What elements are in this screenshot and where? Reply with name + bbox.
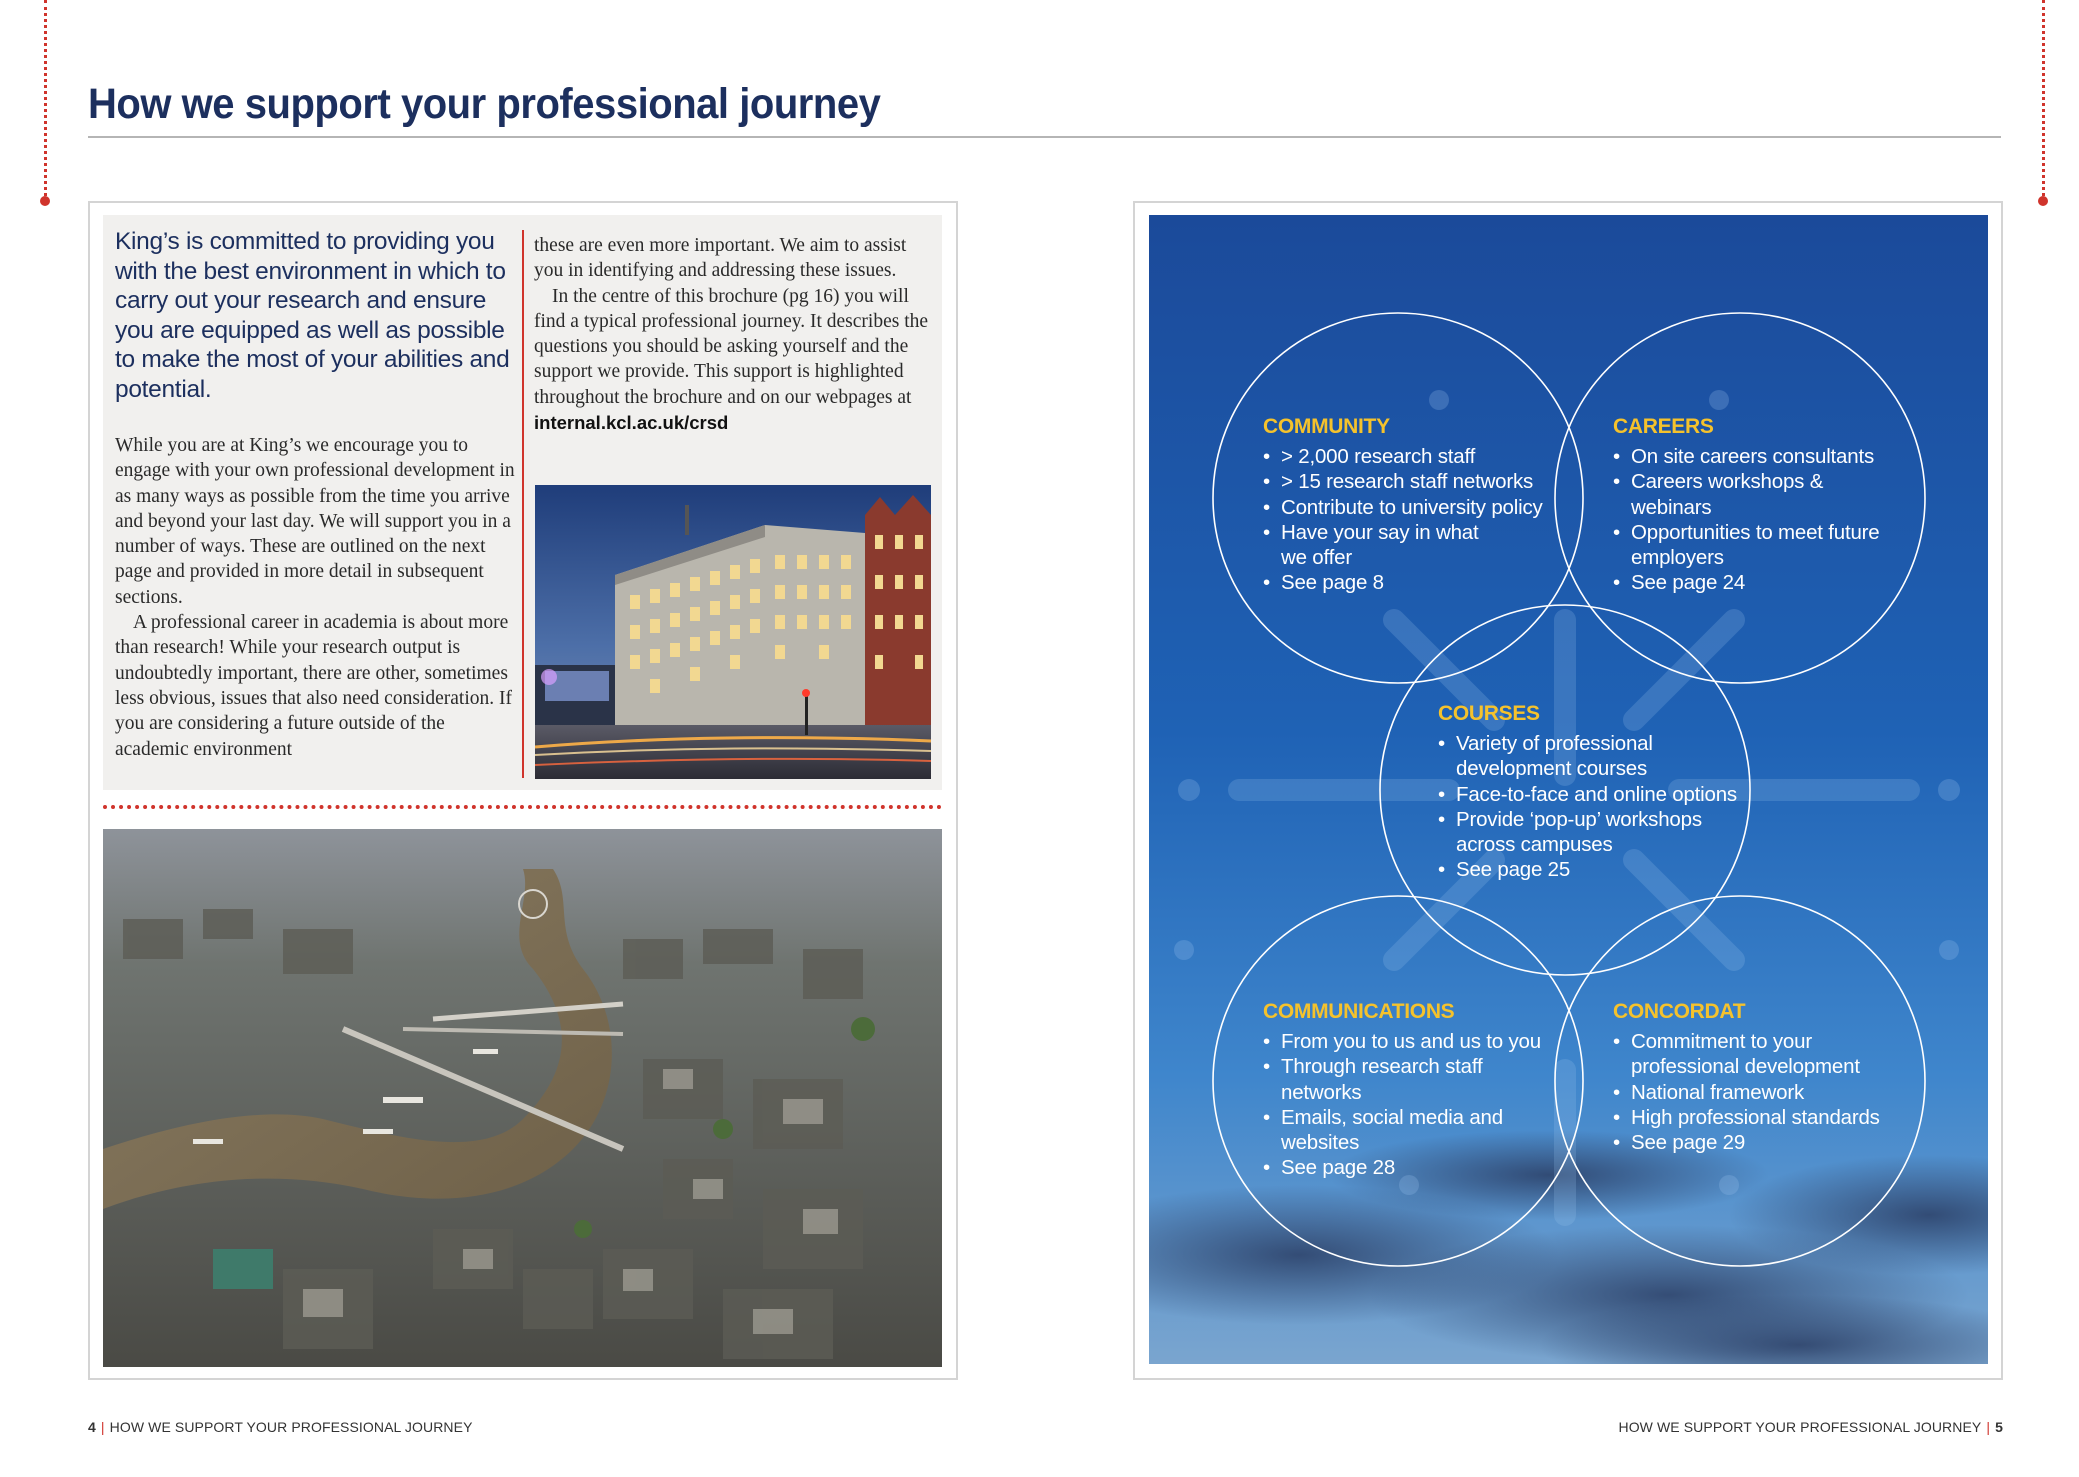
list-item: • On site careers consultants	[1613, 444, 1903, 469]
heading-rule	[88, 136, 2001, 138]
list-item: • From you to us and us to you	[1263, 1029, 1553, 1054]
right-footer: HOW WE SUPPORT YOUR PROFESSIONAL JOURNEY | 5	[1618, 1419, 2003, 1435]
courses-title: COURSES	[1438, 702, 1540, 725]
concordat-title: CONCORDAT	[1613, 1000, 1746, 1023]
list-item: • Emails, social media and websites	[1263, 1105, 1521, 1156]
community-circle	[1263, 415, 1563, 596]
column-divider	[522, 230, 524, 778]
column1-paragraph-1: While you are at King’s we encourage you to engage with your own professional development in as many ways as possible from the time you arrive and beyond your last day. We will support you in a number of ways. These are outlined on the next page and provided in more detail in subsequent sections.	[115, 435, 515, 608]
list-item: • Variety of professional development courses	[1438, 731, 1686, 782]
column1-paragraph-2: A professional career in academia is about more than research! While your research output is undoubtedly important, there are other, sometimes less obvious, issues that also need consideration. If you are considering a future outside of the academic environment	[115, 612, 512, 760]
list-item: • Through research staff networks	[1263, 1054, 1511, 1105]
careers-circle	[1613, 415, 1903, 596]
list-item: • Commitment to your professional development	[1613, 1029, 1876, 1080]
intro-paragraph: King’s is committed to providing you with the best environment in which to carry out your research and ensure you are equipped as well as possible to make the most of your abilities and potential.	[115, 228, 510, 403]
communications-list	[1263, 1029, 1553, 1181]
courses-circle	[1438, 702, 1738, 883]
list-item: • Opportunities to meet future employers	[1613, 520, 1901, 571]
courses-list	[1438, 731, 1738, 883]
list-item: • See page 28	[1263, 1155, 1553, 1180]
list-item: • Careers workshops & webinars	[1613, 469, 1866, 520]
list-item: • See page 8	[1263, 570, 1563, 595]
right-footer-label: HOW WE SUPPORT YOUR PROFESSIONAL JOURNEY	[1618, 1419, 1982, 1435]
list-item: • High professional standards	[1613, 1105, 1903, 1130]
text-column-1	[115, 433, 515, 762]
page-title: How we support your professional journey	[88, 80, 881, 128]
building-photo	[535, 485, 931, 779]
careers-list	[1613, 444, 1903, 596]
left-page-number: 4	[88, 1419, 96, 1435]
left-footer-label: HOW WE SUPPORT YOUR PROFESSIONAL JOURNEY	[109, 1419, 473, 1435]
careers-title: CAREERS	[1613, 415, 1714, 438]
aerial-london-photo	[103, 829, 942, 1367]
community-list	[1263, 444, 1563, 596]
list-item: • See page 25	[1438, 857, 1738, 882]
communications-circle	[1263, 1000, 1553, 1181]
column2-paragraph-2: In the centre of this brochure (pg 16) you will find a typical professional journey. It describes the questions you should be asking yourself and the support we provide. This support is highlighted throughout the brochure and on our webpages at	[534, 285, 929, 408]
list-item: • See page 24	[1613, 570, 1903, 595]
list-item: • > 2,000 research staff	[1263, 444, 1563, 469]
concordat-list	[1613, 1029, 1903, 1155]
list-item: • Provide ‘pop-up’ workshops across campuses	[1438, 807, 1716, 858]
list-item: • National framework	[1613, 1080, 1903, 1105]
concordat-circle	[1613, 1000, 1903, 1155]
list-item: • Contribute to university policy	[1263, 495, 1563, 520]
right-edge-dot	[2038, 196, 2048, 206]
list-item: • Have your say in what we offer	[1263, 520, 1496, 571]
text-column-2	[534, 233, 936, 436]
webpage-link[interactable]: internal.kcl.ac.uk/crsd	[534, 412, 729, 434]
left-edge-dot	[40, 196, 50, 206]
column2-paragraph-1: these are even more important. We aim to assist you in identifying and addressing these issues.	[534, 235, 907, 282]
list-item: • > 15 research staff networks	[1263, 469, 1563, 494]
section-dotted-divider	[103, 805, 942, 809]
right-edge-dotted-line	[2042, 0, 2045, 196]
list-item: • Face-to-face and online options	[1438, 782, 1738, 807]
communications-title: COMMUNICATIONS	[1263, 1000, 1455, 1023]
list-item: • See page 29	[1613, 1130, 1903, 1155]
left-footer: 4 | HOW WE SUPPORT YOUR PROFESSIONAL JOURNEY	[88, 1419, 473, 1435]
community-title: COMMUNITY	[1263, 415, 1390, 438]
left-edge-dotted-line	[44, 0, 47, 196]
right-page-number: 5	[1995, 1419, 2003, 1435]
